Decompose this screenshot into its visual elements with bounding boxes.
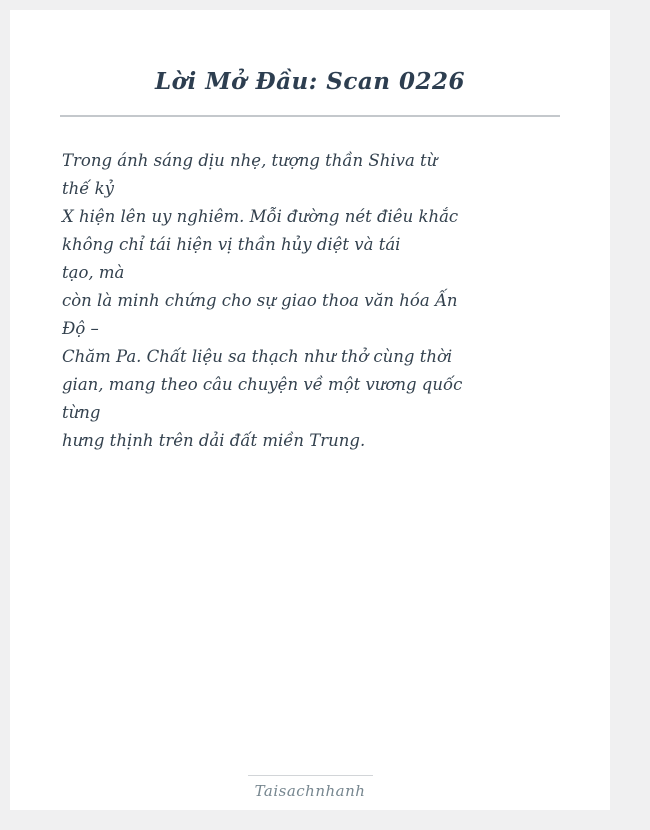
body-line: từng xyxy=(62,403,101,422)
document-page xyxy=(10,10,610,810)
body-line: X hiện lên uy nghiêm. Mỗi đường nét điêu khắc xyxy=(62,207,459,226)
title-divider-line xyxy=(60,115,560,117)
body-line: không chỉ tái hiện vị thần hủy diệt và tái xyxy=(62,235,401,254)
page-footer xyxy=(10,775,610,800)
page-title: Lời Mở Đầu: Scan 0226 xyxy=(154,68,466,95)
body-line: tạo, mà xyxy=(62,263,125,282)
body-paragraph xyxy=(10,147,610,455)
body-line: còn là minh chứng cho sự giao thoa văn hóa Ấn xyxy=(62,291,458,310)
body-line: gian, mang theo câu chuyện về một vương quốc xyxy=(62,375,463,394)
body-line: Chăm Pa. Chất liệu sa thạch như thở cùng thời xyxy=(62,347,453,366)
body-line: Độ – xyxy=(62,319,99,338)
footer-divider-line xyxy=(248,775,373,776)
body-line: Trong ánh sáng dịu nhẹ, tượng thần Shiva từ xyxy=(62,151,438,170)
footer-signature: Taisachnhanh xyxy=(254,782,366,800)
body-line: hưng thịnh trên dải đất miền Trung. xyxy=(62,431,366,450)
body-line: thế kỷ xyxy=(62,179,114,198)
